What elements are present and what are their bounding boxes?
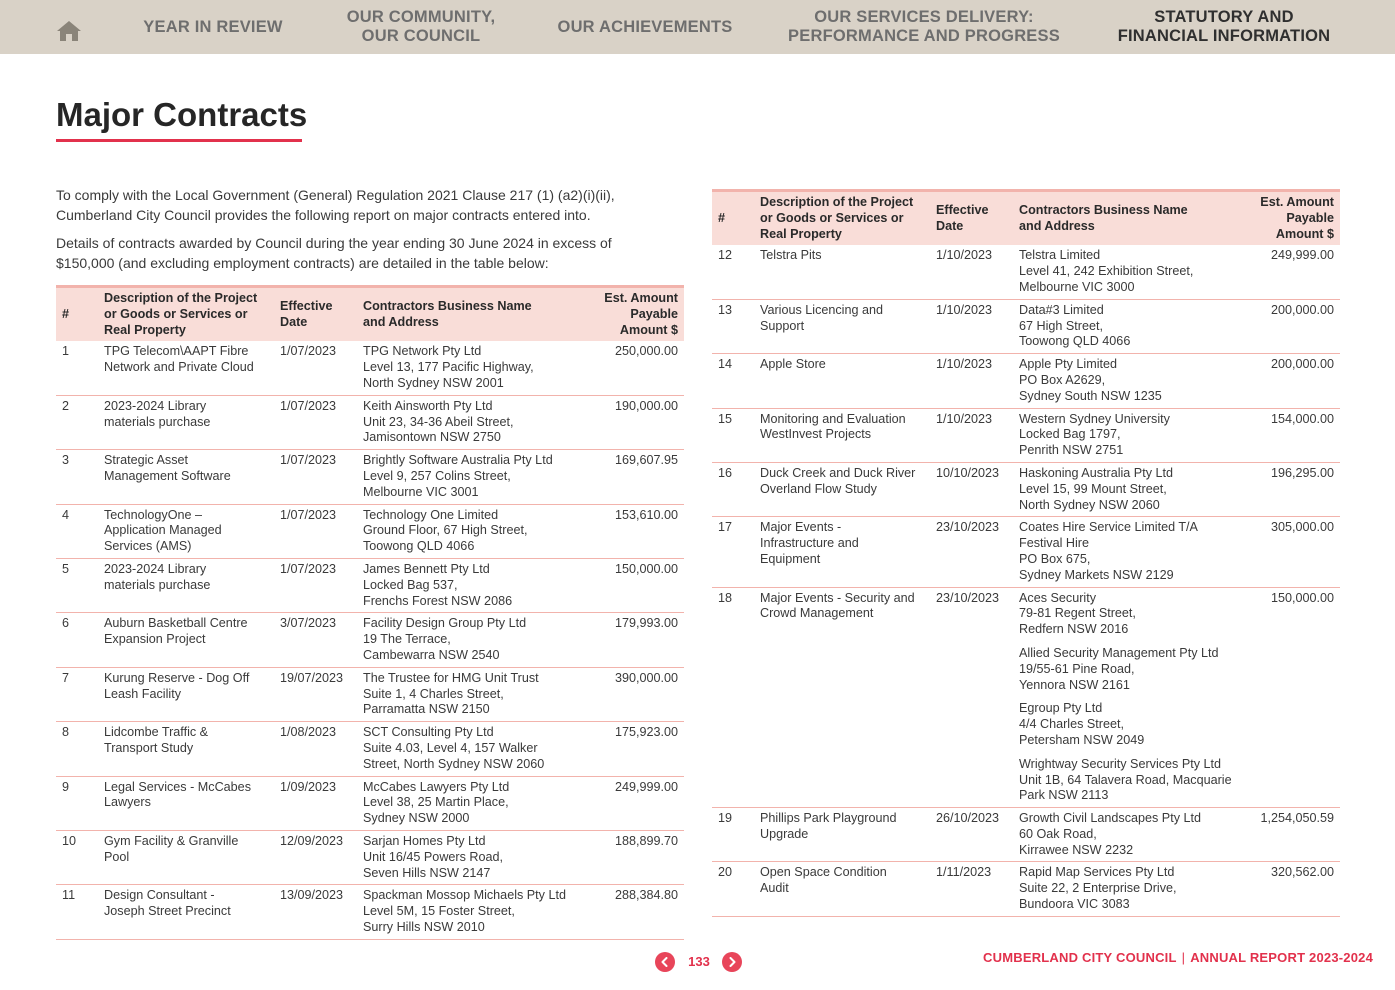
cell-number: 3 bbox=[62, 453, 70, 468]
cell-effective-date: 23/10/2023 bbox=[936, 590, 1000, 605]
cell-amount: 200,000.00 bbox=[1270, 302, 1334, 317]
cell-amount: 175,923.00 bbox=[614, 725, 678, 740]
footer-brand bbox=[983, 950, 1373, 965]
cell-effective-date: 1/10/2023 bbox=[936, 302, 993, 317]
table-row bbox=[56, 341, 684, 395]
cell-description: Auburn Basketball Centre Expansion Project bbox=[104, 616, 248, 647]
cell-number: 20 bbox=[718, 865, 733, 880]
cell-contractor bbox=[1013, 408, 1251, 462]
cell-effective-date: 10/10/2023 bbox=[936, 465, 1000, 480]
cell-contractor bbox=[1013, 462, 1251, 516]
cell-number: 13 bbox=[718, 302, 733, 317]
cell-description: 2023-2024 Library materials purchase bbox=[104, 398, 211, 429]
header-num: # bbox=[62, 306, 70, 321]
cell-number: 15 bbox=[718, 411, 733, 426]
contractor-entry: SCT Consulting Pty Ltd Suite 4.03, Level 4, 157 Walker Street, North Sydney NSW 2060 bbox=[363, 725, 545, 771]
table-row bbox=[56, 776, 684, 830]
contractor-entry: Spackman Mossop Michaels Pty Ltd Level 5M, 15 Foster Street, Surry Hills NSW 2010 bbox=[363, 888, 566, 934]
footer-organisation: CUMBERLAND CITY COUNCIL bbox=[983, 950, 1177, 965]
cell-description: Legal Services - McCabes Lawyers bbox=[104, 779, 251, 810]
cell-effective-date: 1/07/2023 bbox=[280, 561, 337, 576]
cell-effective-date: 1/10/2023 bbox=[936, 357, 993, 372]
contractor-entry: Rapid Map Services Pty Ltd Suite 22, 2 Enterprise Drive, Bundoora VIC 3083 bbox=[1019, 865, 1177, 912]
previous-page-button[interactable] bbox=[655, 952, 675, 972]
contractor-entry: Telstra Limited Level 41, 242 Exhibition Street, Melbourne VIC 3000 bbox=[1019, 248, 1194, 294]
cell-effective-date: 1/08/2023 bbox=[280, 725, 337, 740]
table-row bbox=[712, 517, 1340, 587]
footer-report-title: ANNUAL REPORT 2023-2024 bbox=[1190, 950, 1373, 965]
cell-contractor bbox=[357, 885, 585, 939]
cell-number: 12 bbox=[718, 248, 733, 263]
contractor-entry: Haskoning Australia Pty Ltd Level 15, 99 Mount Street, North Sydney NSW 2060 bbox=[1019, 465, 1174, 512]
cell-amount: 188,899.70 bbox=[614, 833, 678, 848]
nav-item-statutory-financial[interactable]: STATUTORY AND FINANCIAL INFORMATION bbox=[1117, 8, 1331, 45]
cell-description: Lidcombe Traffic & Transport Study bbox=[104, 725, 209, 755]
cell-description: Monitoring and Evaluation WestInvest Projects bbox=[760, 411, 906, 442]
cell-effective-date: 1/10/2023 bbox=[936, 411, 993, 426]
table-row bbox=[712, 354, 1340, 408]
cell-contractor bbox=[357, 776, 585, 830]
table-row bbox=[56, 558, 684, 612]
cell-amount: 390,000.00 bbox=[614, 670, 678, 685]
contractor-entry: James Bennett Pty Ltd Locked Bag 537, Frenchs Forest NSW 2086 bbox=[363, 561, 513, 608]
cell-number: 14 bbox=[718, 357, 733, 372]
cell-amount: 320,562.00 bbox=[1270, 865, 1334, 880]
cell-description: Kurung Reserve - Dog Off Leash Facility bbox=[104, 670, 250, 701]
table-row bbox=[56, 395, 684, 449]
top-navigation bbox=[0, 0, 1395, 54]
cell-contractor bbox=[357, 504, 585, 558]
cell-effective-date: 1/11/2023 bbox=[936, 865, 992, 880]
contractor-entry: Facility Design Group Pty Ltd 19 The Terrace, Cambewarra NSW 2540 bbox=[363, 616, 527, 662]
table-row bbox=[56, 504, 684, 558]
nav-item-year-in-review[interactable]: YEAR IN REVIEW bbox=[143, 17, 283, 36]
table-row bbox=[712, 587, 1340, 808]
cell-contractor bbox=[357, 450, 585, 504]
nav-item-our-achievements[interactable]: OUR ACHIEVEMENTS bbox=[557, 17, 733, 36]
cell-number: 16 bbox=[718, 465, 733, 480]
cell-effective-date: 1/07/2023 bbox=[280, 344, 337, 359]
cell-effective-date: 12/09/2023 bbox=[280, 833, 344, 848]
header-amount: Est. Amount Payable Amount $ bbox=[604, 291, 678, 337]
cell-effective-date: 26/10/2023 bbox=[936, 811, 1000, 826]
cell-contractor bbox=[357, 830, 585, 884]
table-row bbox=[56, 722, 684, 776]
cell-contractor bbox=[1013, 808, 1251, 862]
cell-description: Telstra Pits bbox=[760, 248, 822, 263]
contractor-entry: Coates Hire Service Limited T/A Festival Hire PO Box 675, Sydney Markets NSW 2129 bbox=[1019, 520, 1198, 582]
intro-paragraph-1: To comply with the Local Government (General) Regulation 2021 Clause 217 (1) (a2)(i)(ii), Cumberland City Council provides the following report on major contracts entered into. bbox=[56, 187, 615, 223]
chevron-left-icon bbox=[660, 957, 670, 967]
cell-number: 8 bbox=[62, 725, 70, 740]
page-title: Major Contracts bbox=[56, 96, 308, 133]
cell-number: 18 bbox=[718, 590, 733, 605]
cell-effective-date: 1/07/2023 bbox=[280, 398, 337, 413]
table-row bbox=[56, 613, 684, 667]
cell-contractor bbox=[1013, 517, 1251, 587]
contractor-entry: McCabes Lawyers Pty Ltd Level 38, 25 Martin Place, Sydney NSW 2000 bbox=[363, 779, 510, 826]
page-number: 133 bbox=[688, 954, 710, 969]
contracts-table-right bbox=[712, 189, 1340, 917]
cell-contractor bbox=[1013, 354, 1251, 408]
cell-contractor bbox=[357, 395, 585, 449]
contractor-entry: Sarjan Homes Pty Ltd Unit 16/45 Powers Road, Seven Hills NSW 2147 bbox=[363, 833, 504, 880]
cell-effective-date: 1/10/2023 bbox=[936, 248, 993, 263]
cell-description: Phillips Park Playground Upgrade bbox=[760, 811, 897, 841]
cell-effective-date: 1/07/2023 bbox=[280, 507, 337, 522]
contractor-entry: TPG Network Pty Ltd Level 13, 177 Pacific Highway, North Sydney NSW 2001 bbox=[363, 344, 534, 390]
cell-description: 2023-2024 Library materials purchase bbox=[104, 561, 211, 592]
cell-number: 17 bbox=[718, 520, 733, 535]
table-row bbox=[712, 462, 1340, 516]
table-row bbox=[712, 408, 1340, 462]
nav-item-our-community[interactable]: OUR COMMUNITY, OUR COUNCIL bbox=[346, 8, 496, 45]
table-row bbox=[56, 885, 684, 939]
contracts-table-left bbox=[56, 285, 684, 940]
cell-contractor bbox=[357, 722, 585, 776]
contractor-entry: Brightly Software Australia Pty Ltd Level 9, 257 Colins Street, Melbourne VIC 3001 bbox=[363, 453, 553, 499]
nav-item-our-services-delivery[interactable]: OUR SERVICES DELIVERY: PERFORMANCE AND PROGRESS bbox=[788, 8, 1060, 45]
cell-description: Duck Creek and Duck River Overland Flow Study bbox=[760, 465, 916, 496]
cell-amount: 154,000.00 bbox=[1270, 411, 1334, 426]
contractor-entry: Growth Civil Landscapes Pty Ltd 60 Oak Road, Kirrawee NSW 2232 bbox=[1019, 811, 1201, 857]
cell-number: 5 bbox=[62, 561, 70, 576]
cell-effective-date: 23/10/2023 bbox=[936, 520, 1000, 535]
cell-description: Various Licencing and Support bbox=[760, 302, 883, 333]
cell-amount: 249,999.00 bbox=[1270, 248, 1334, 263]
cell-amount: 150,000.00 bbox=[1270, 590, 1334, 605]
cell-amount: 150,000.00 bbox=[614, 561, 678, 576]
header-amount: Est. Amount Payable Amount $ bbox=[1260, 195, 1334, 241]
cell-amount: 169,607.95 bbox=[614, 453, 678, 468]
table-row bbox=[56, 667, 684, 721]
cell-description: Major Events - Security and Crowd Management bbox=[760, 590, 915, 621]
next-page-button[interactable] bbox=[722, 952, 742, 972]
table-row bbox=[712, 245, 1340, 299]
table-row bbox=[712, 299, 1340, 353]
header-contractor: Contractors Business Name and Address bbox=[363, 298, 532, 329]
contractor-entry: Wrightway Security Services Pty Ltd Unit 1B, 64 Talavera Road, Macquarie Park NSW 2113 bbox=[1019, 756, 1232, 803]
cell-number: 7 bbox=[62, 670, 70, 685]
cell-contractor bbox=[1013, 299, 1251, 353]
contractor-entry: Technology One Limited Ground Floor, 67 High Street, Toowong QLD 4066 bbox=[363, 507, 528, 554]
cell-description: Apple Store bbox=[760, 357, 826, 372]
table-header bbox=[56, 287, 684, 342]
cell-number: 6 bbox=[62, 616, 70, 631]
chevron-right-icon bbox=[727, 957, 737, 967]
cell-contractor bbox=[357, 613, 585, 667]
cell-contractor bbox=[357, 667, 585, 721]
cell-amount: 200,000.00 bbox=[1270, 357, 1334, 372]
intro-paragraph-2: Details of contracts awarded by Council during the year ending 30 June 2024 in excess of $150,000 (and excluding employment contracts) are detailed in the table below: bbox=[56, 235, 612, 271]
cell-description: TechnologyOne – Application Managed Services (AMS) bbox=[104, 507, 222, 554]
table-row bbox=[712, 808, 1340, 862]
cell-number: 1 bbox=[62, 344, 70, 359]
cell-number: 2 bbox=[62, 398, 70, 413]
cell-number: 11 bbox=[62, 888, 76, 903]
cell-number: 4 bbox=[62, 507, 70, 522]
cell-amount: 250,000.00 bbox=[614, 344, 678, 359]
cell-number: 9 bbox=[62, 779, 70, 794]
table-row bbox=[56, 830, 684, 884]
home-icon[interactable] bbox=[56, 19, 82, 43]
footer-separator: | bbox=[1181, 950, 1186, 965]
header-contractor: Contractors Business Name and Address bbox=[1019, 202, 1188, 233]
cell-number: 10 bbox=[62, 833, 77, 848]
contractor-entry: Keith Ainsworth Pty Ltd Unit 23, 34-36 Abeil Street, Jamisontown NSW 2750 bbox=[363, 398, 514, 445]
cell-effective-date: 1/07/2023 bbox=[280, 453, 337, 468]
cell-amount: 153,610.00 bbox=[614, 507, 678, 522]
cell-amount: 190,000.00 bbox=[614, 398, 678, 413]
table-header bbox=[712, 191, 1340, 246]
cell-description: TPG Telecom\AAPT Fibre Network and Private Cloud bbox=[104, 344, 254, 375]
cell-effective-date: 19/07/2023 bbox=[280, 670, 344, 685]
contractor-entry: Data#3 Limited 67 High Street, Toowong QLD 4066 bbox=[1019, 302, 1131, 349]
cell-contractor bbox=[1013, 862, 1251, 916]
cell-amount: 1,254,050.59 bbox=[1260, 811, 1334, 826]
cell-effective-date: 1/09/2023 bbox=[280, 779, 337, 794]
table-row bbox=[712, 862, 1340, 916]
cell-contractor bbox=[357, 341, 585, 395]
contractor-entry: Allied Security Management Pty Ltd 19/55-61 Pine Road, Yennora NSW 2161 bbox=[1019, 645, 1219, 692]
title-underline bbox=[56, 139, 302, 142]
contractor-entry: Apple Pty Limited PO Box A2629, Sydney South NSW 1235 bbox=[1019, 357, 1162, 403]
header-effective-date: Effective Date bbox=[280, 298, 333, 329]
cell-amount: 196,295.00 bbox=[1270, 465, 1334, 480]
cell-description: Gym Facility & Granville Pool bbox=[104, 833, 239, 864]
header-description: Description of the Project or Goods or Services or Real Property bbox=[760, 195, 914, 241]
cell-effective-date: 13/09/2023 bbox=[280, 888, 344, 903]
cell-contractor bbox=[1013, 245, 1251, 299]
contractor-entry: Western Sydney University Locked Bag 1797, Penrith NSW 2751 bbox=[1019, 411, 1170, 458]
cell-amount: 305,000.00 bbox=[1270, 520, 1334, 535]
contractor-entry: The Trustee for HMG Unit Trust Suite 1, 4 Charles Street, Parramatta NSW 2150 bbox=[363, 670, 539, 717]
header-effective-date: Effective Date bbox=[936, 202, 989, 233]
contractor-entry: Aces Security 79-81 Regent Street, Redfern NSW 2016 bbox=[1019, 590, 1136, 637]
cell-amount: 179,993.00 bbox=[614, 616, 678, 631]
cell-contractor bbox=[1013, 587, 1251, 808]
table-row bbox=[56, 450, 684, 504]
cell-amount: 288,384.80 bbox=[614, 888, 678, 903]
cell-description: Strategic Asset Management Software bbox=[104, 453, 231, 483]
cell-amount: 249,999.00 bbox=[614, 779, 678, 794]
cell-description: Open Space Condition Audit bbox=[760, 865, 887, 896]
contractor-entry: Egroup Pty Ltd 4/4 Charles Street, Petersham NSW 2049 bbox=[1019, 701, 1145, 747]
header-num: # bbox=[718, 210, 726, 225]
cell-description: Major Events - Infrastructure and Equipment bbox=[760, 520, 859, 566]
cell-number: 19 bbox=[718, 811, 733, 826]
header-description: Description of the Project or Goods or Services or Real Property bbox=[104, 291, 258, 337]
cell-description: Design Consultant - Joseph Street Precinct bbox=[104, 888, 231, 919]
cell-effective-date: 3/07/2023 bbox=[280, 616, 337, 631]
cell-contractor bbox=[357, 558, 585, 612]
